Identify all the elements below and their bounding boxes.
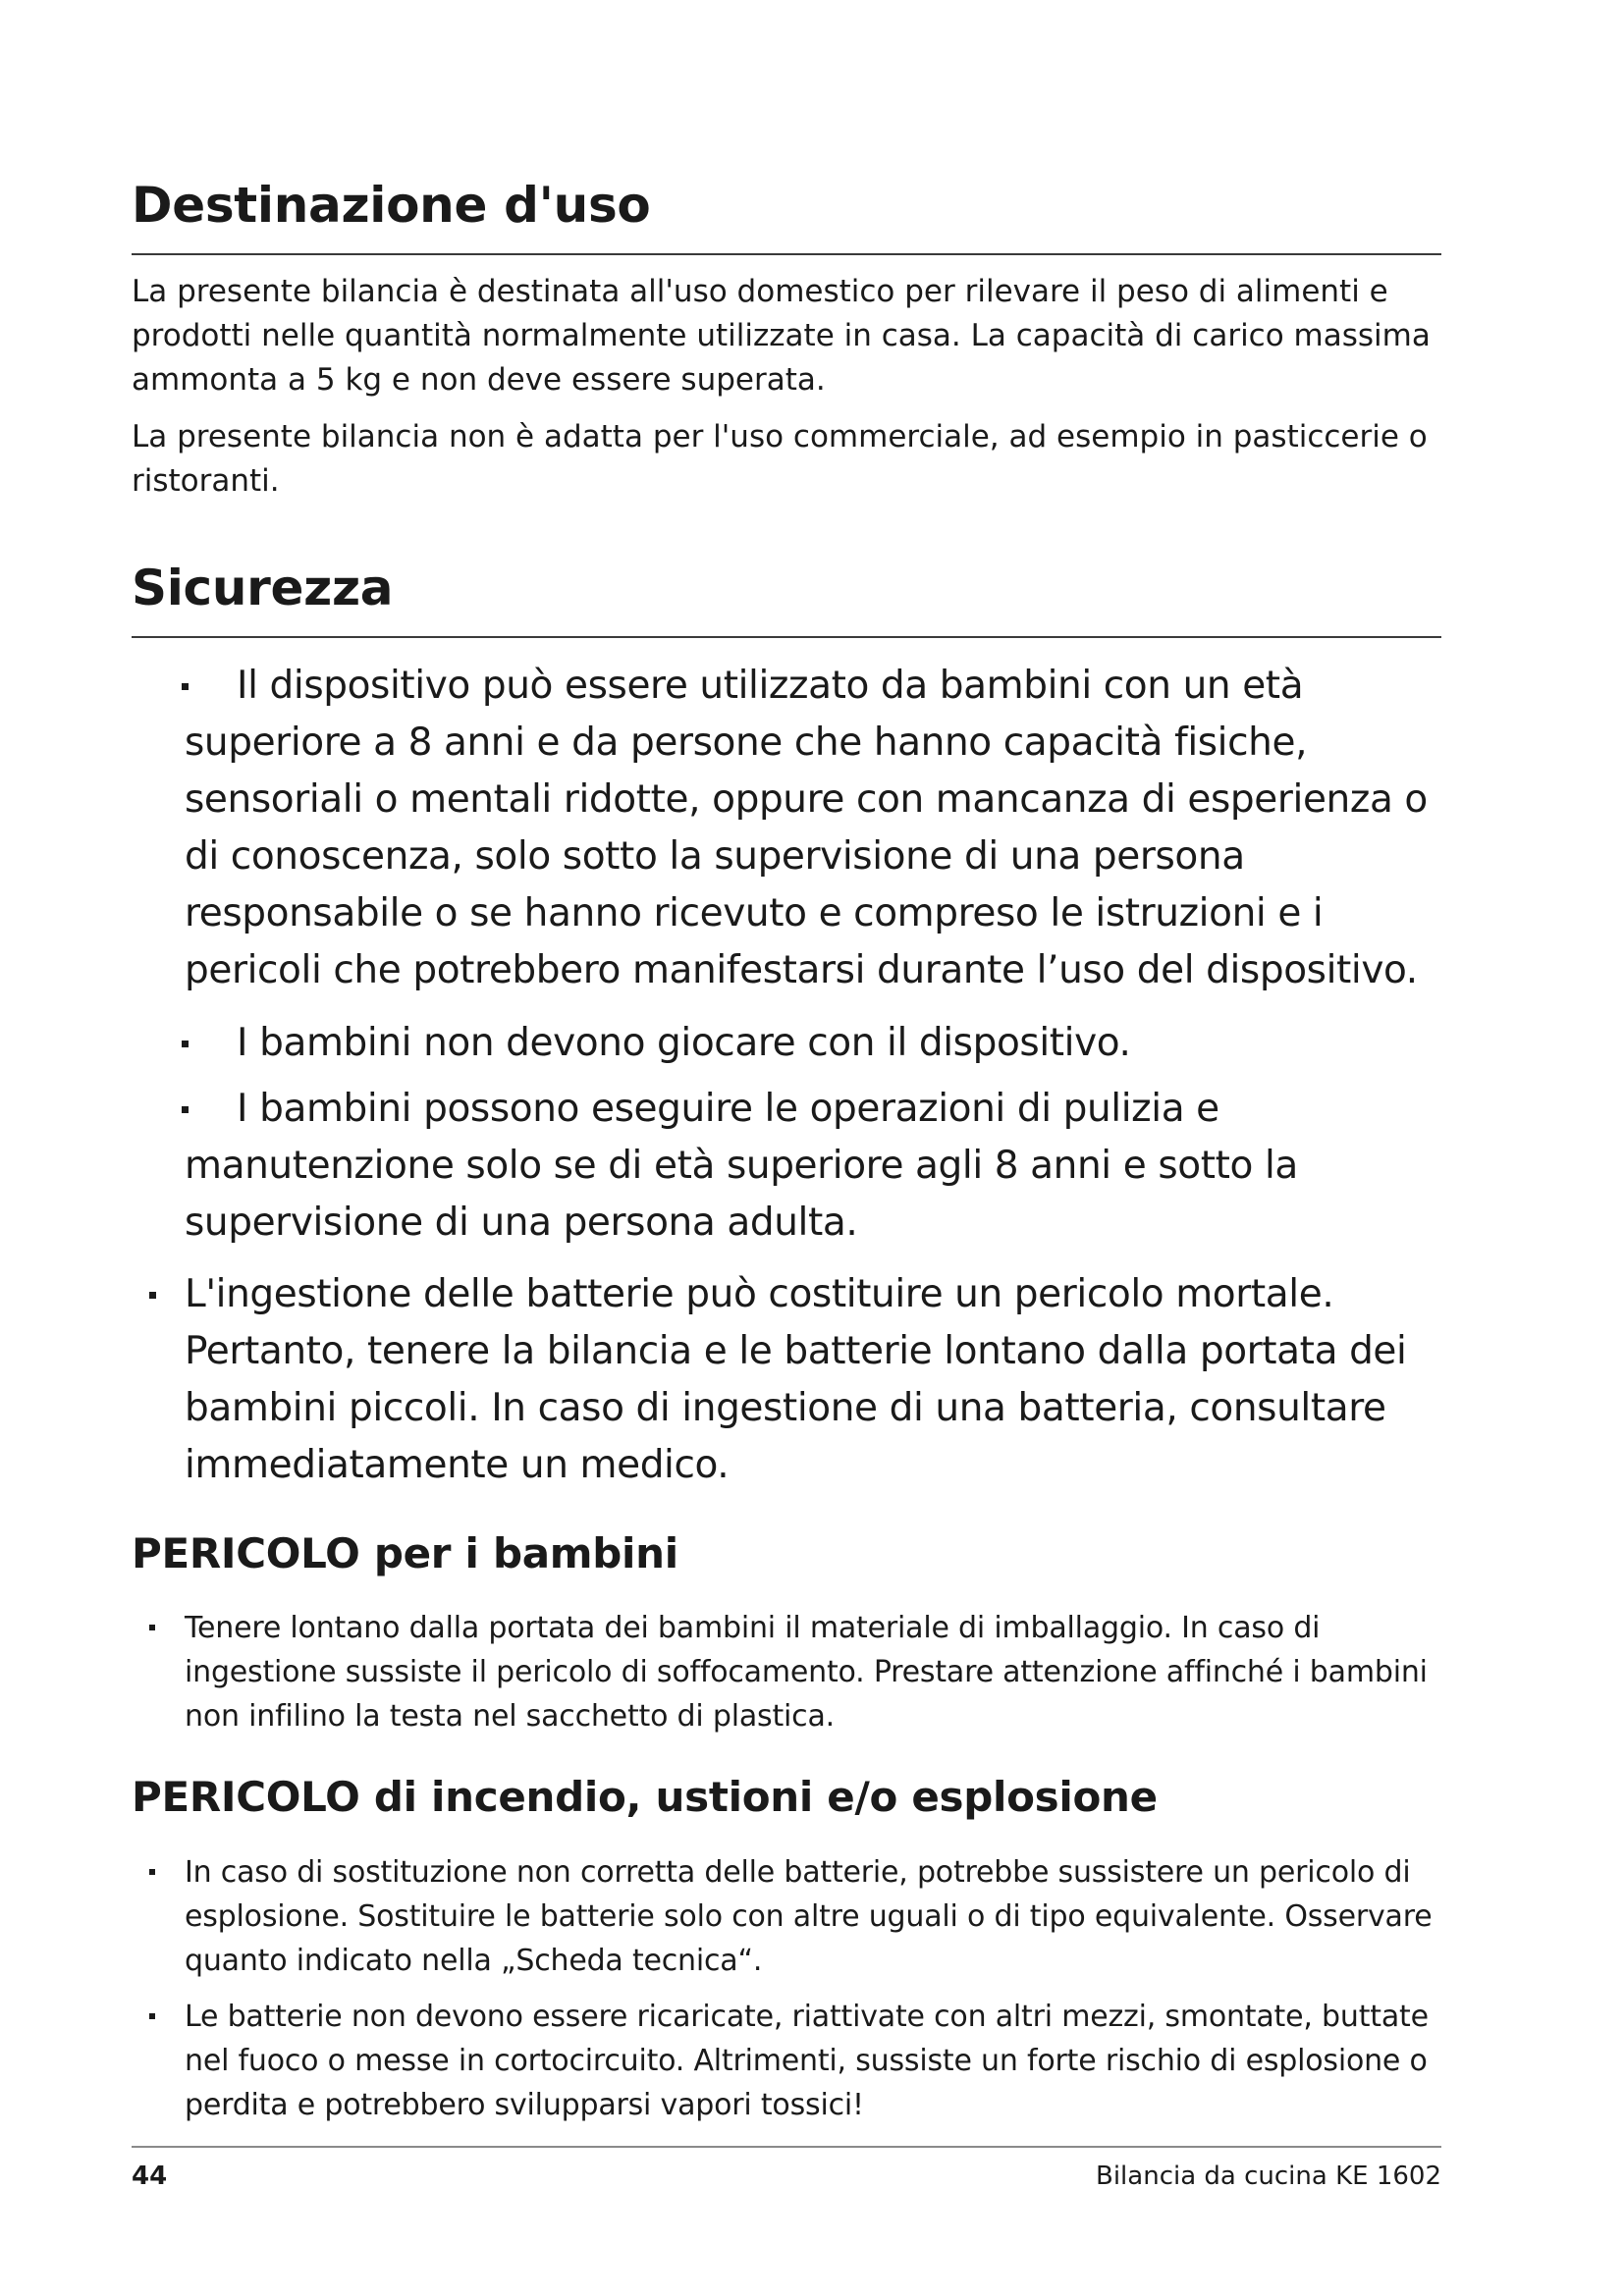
bullet-icon [182, 683, 189, 690]
section-title-danger-children: PERICOLO per i bambini [132, 1529, 678, 1577]
section-title-intended-use: Destinazione d'uso [132, 177, 651, 234]
bullet-icon [149, 2013, 155, 2019]
list-item: In caso di sostituzione non corretta delle batterie, potrebbe sussistere un pericolo di esplosione. Sostituire le batterie solo con altre uguali o di tipo equivalente. Osservare quanto indicato nella „Scheda tecnica“. [185, 1850, 1451, 1983]
product-name: Bilancia da cucina KE 1602 [1096, 2162, 1441, 2191]
page-number: 44 [132, 2162, 168, 2191]
bullet-icon [182, 1106, 189, 1113]
list-item: I bambini possono eseguire le operazioni di pulizia e manutenzione solo se di età superiore agli 8 anni e sotto la supervisione di una persona adulta. [185, 1081, 1451, 1252]
intended-use-paragraph-1: La presente bilancia è destinata all'uso domestico per rilevare il peso di alimenti e prodotti nelle quantità normalmente utilizzate in casa. La capacità di carico massima ammonta a 5 kg e non deve essere superata. [132, 274, 1431, 398]
section-title-safety: Sicurezza [132, 560, 394, 616]
list-item: Tenere lontano dalla portata dei bambini il materiale di imballaggio. In caso di ingestione sussiste il pericolo di soffocamento. Prestare attenzione affinché i bambini non infilino la testa nel sacchetto di plastica. [185, 1606, 1451, 1738]
list-item: Le batterie non devono essere ricaricate, riattivate con altri mezzi, smontate, buttate nel fuoco o messe in cortocircuito. Altrimenti, sussiste un forte rischio di esplosione o perdita e potrebbero svilupparsi vapori tossici! [185, 1995, 1451, 2127]
bullet-icon [149, 1625, 155, 1630]
footer-rule [132, 2146, 1441, 2148]
section-rule [132, 253, 1441, 255]
document-page [132, 0, 1441, 2296]
bullet-icon [182, 1041, 189, 1047]
list-item: I bambini non devono giocare con il dispositivo. [185, 1015, 1451, 1072]
list-item: Il dispositivo può essere utilizzato da bambini con un età superiore a 8 anni e da persone che hanno capacità fisiche, sensoriali o mentali ridotte, oppure con mancanza di esperienza o di conoscenza, solo sotto la supervisione di una persona responsabile o se hanno ricevuto e compreso le istruzioni e i pericoli che potrebbero manifestarsi durante l’uso del dispositivo. [185, 658, 1451, 999]
section-title-danger-fire: PERICOLO di incendio, ustioni e/o esplosione [132, 1773, 1158, 1821]
bullet-icon [149, 1869, 155, 1875]
intended-use-paragraph-2: La presente bilancia non è adatta per l'uso commerciale, ad esempio in pasticcerie o ristoranti. [132, 419, 1428, 499]
bullet-icon [149, 1292, 156, 1299]
section-rule [132, 636, 1441, 638]
list-item: L'ingestione delle batterie può costituire un pericolo mortale. Pertanto, tenere la bilancia e le batterie lontano dalla portata dei bambini piccoli. In caso di ingestione di una batteria, consultare immediatamente un medico. [185, 1266, 1451, 1494]
